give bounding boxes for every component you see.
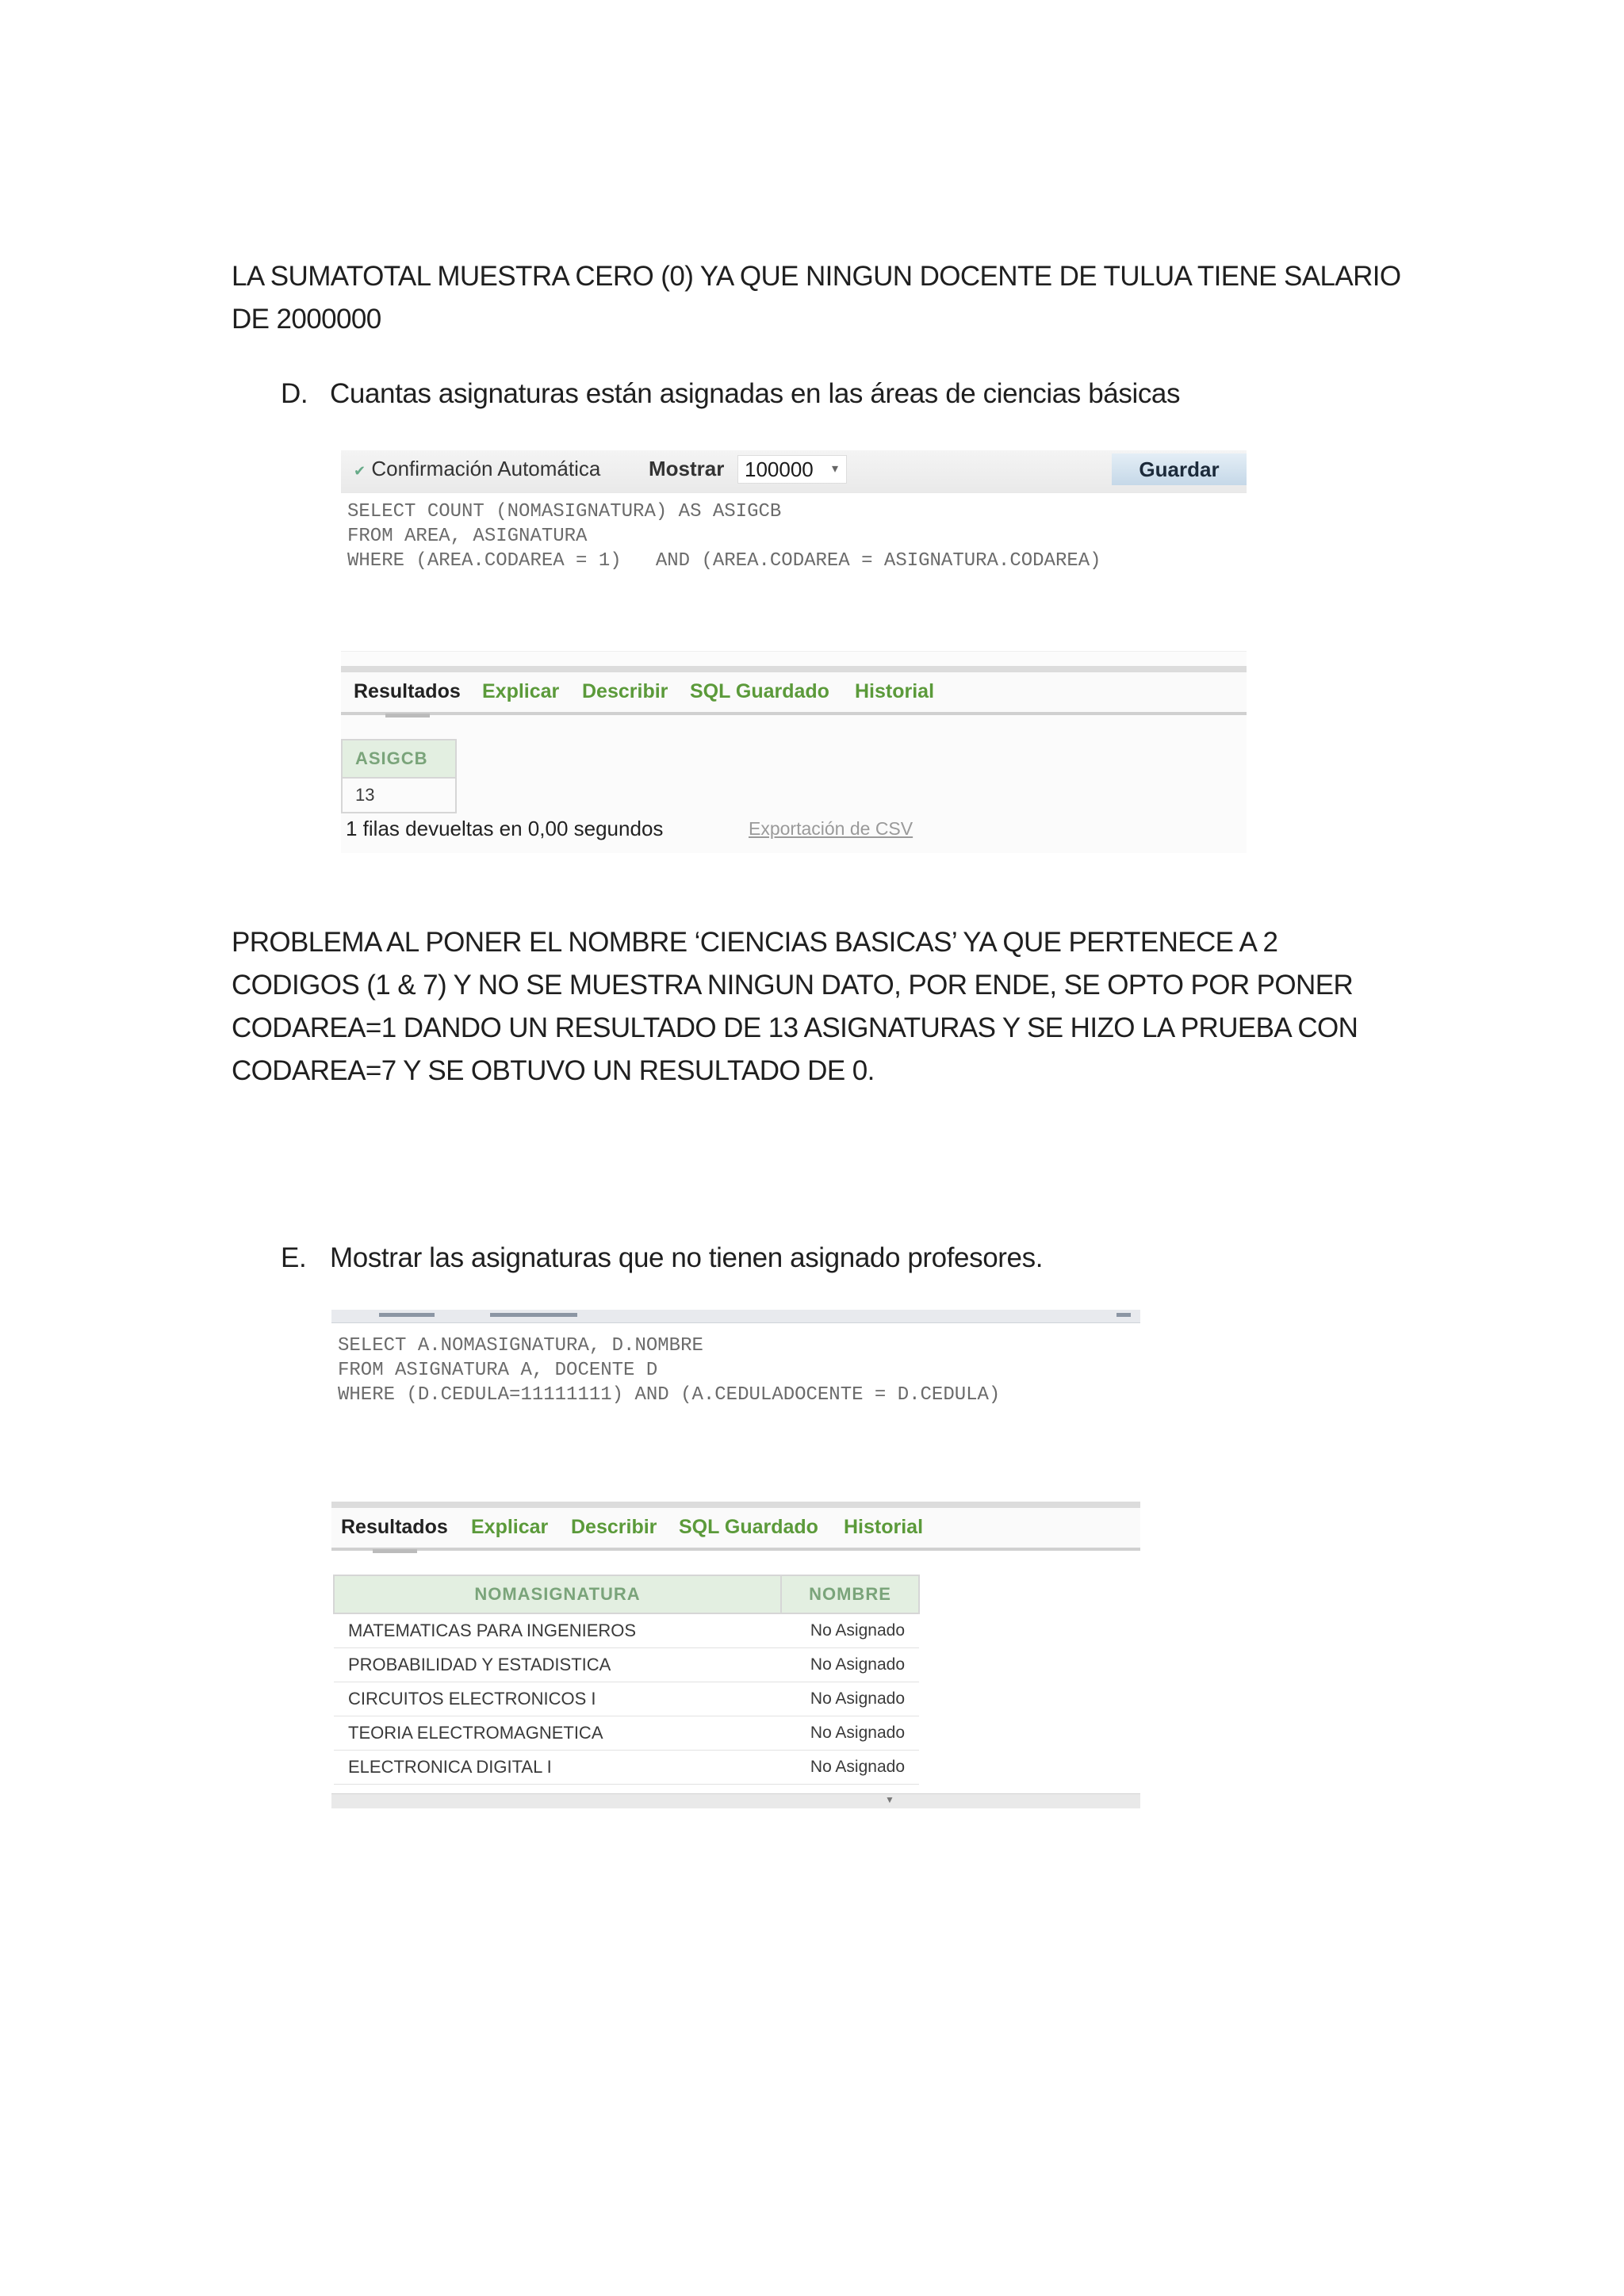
table-cell: No Asignado (781, 1682, 919, 1716)
toolbar-fragment (490, 1313, 577, 1317)
tab-historial[interactable]: Historial (855, 680, 935, 702)
table-row (334, 1682, 919, 1716)
rows-select[interactable] (737, 455, 847, 484)
table-row (334, 1751, 919, 1785)
results-table-unassigned (333, 1575, 920, 1785)
tab-describir[interactable]: Describir (582, 680, 668, 702)
table-row (334, 1716, 919, 1751)
table-cell: PROBABILIDAD Y ESTADISTICA (334, 1648, 781, 1682)
table-row (334, 1613, 919, 1648)
active-tab-indicator (385, 714, 430, 718)
rows-returned-message: 1 filas devueltas en 0,00 segundos (346, 817, 664, 840)
column-header-nomasignatura: NOMASIGNATURA (334, 1575, 781, 1613)
active-tab-indicator (373, 1549, 417, 1553)
table-cell: No Asignado (781, 1716, 919, 1751)
table-cell: No Asignado (781, 1751, 919, 1785)
csv-export-link[interactable]: Exportación de CSV (749, 818, 914, 839)
table-cell: MATEMATICAS PARA INGENIEROS (334, 1613, 781, 1648)
tab-explicar[interactable]: Explicar (482, 680, 560, 702)
tab-resultados[interactable]: Resultados (354, 680, 461, 702)
table-cell: 13 (342, 778, 456, 813)
list-item-e (281, 1237, 1391, 1280)
list-marker-d: D. (281, 378, 308, 409)
column-header-nombre: NOMBRE (781, 1575, 919, 1613)
tab-sql-guardado[interactable]: SQL Guardado (690, 680, 829, 702)
autocommit-toggle[interactable] (354, 457, 600, 481)
horizontal-scrollbar[interactable] (331, 1793, 1140, 1808)
check-icon: ✔ (354, 463, 366, 479)
chevron-down-icon: ▾ (831, 462, 838, 476)
table-cell: TEORIA ELECTROMAGNETICA (334, 1716, 781, 1751)
rows-select-value: 100000 (745, 457, 814, 481)
tab-resultados[interactable]: Resultados (341, 1516, 448, 1538)
show-label: Mostrar (649, 457, 725, 480)
autocommit-label: Confirmación Automática (371, 457, 601, 480)
toolbar-fragment (1116, 1313, 1131, 1317)
table-row (342, 778, 456, 813)
scroll-arrow-icon: ▼ (885, 1794, 894, 1805)
list-item-d (281, 373, 1391, 415)
tab-historial[interactable]: Historial (844, 1516, 924, 1538)
tab-explicar[interactable]: Explicar (471, 1516, 549, 1538)
sql-toolbar (341, 450, 1247, 494)
paragraph-problem-note: PROBLEMA AL PONER EL NOMBRE ‘CIENCIAS BASICAS’ YA QUE PERTENECE A 2 CODIGOS (1 & 7) Y NO SE MUESTRA NINGUN DATO, POR ENDE, SE OPTO POR PONER CODAREA=1 DANDO UN RESULTADO DE 13 ASIGNATURAS Y SE HIZO LA PRUEBA CON CODAREA=7 Y SE OBTUVO UN RESULTADO DE 0. (232, 927, 1358, 1086)
results-table-asigcb (341, 739, 457, 813)
table-cell: CIRCUITOS ELECTRONICOS I (334, 1682, 781, 1716)
list-text-e: Mostrar las asignaturas que no tienen asignado profesores. (330, 1242, 1044, 1273)
tab-sql-guardado[interactable]: SQL Guardado (679, 1516, 818, 1538)
toolbar-fragment (379, 1313, 435, 1317)
column-header: ASIGCB (342, 740, 456, 778)
table-cell: ELECTRONICA DIGITAL I (334, 1751, 781, 1785)
table-row (334, 1648, 919, 1682)
sql-editor[interactable]: SELECT COUNT (NOMASIGNATURA) AS ASIGCB FROM AREA, ASIGNATURA WHERE (AREA.CODAREA = 1) AND (AREA.CODAREA = ASIGNATURA.CODAREA) (341, 493, 1247, 652)
tab-describir[interactable]: Describir (571, 1516, 657, 1538)
sql-editor-2[interactable]: SELECT A.NOMASIGNATURA, D.NOMBRE FROM ASIGNATURA A, DOCENTE D WHERE (D.CEDULA=11111111) AND (A.CEDULADOCENTE = D.CEDULA) (331, 1324, 1140, 1498)
save-button[interactable]: Guardar (1112, 453, 1247, 485)
cropped-toolbar-strip (331, 1310, 1140, 1323)
paragraph-salary-note: LA SUMATOTAL MUESTRA CERO (0) YA QUE NINGUN DOCENTE DE TULUA TIENE SALARIO DE 2000000 (232, 261, 1401, 335)
list-text-d: Cuantas asignaturas están asignadas en las áreas de ciencias básicas (330, 378, 1181, 409)
table-cell: No Asignado (781, 1648, 919, 1682)
results-tabbar-2 (331, 1502, 1140, 1551)
results-tabbar (341, 666, 1247, 715)
list-marker-e: E. (281, 1242, 307, 1273)
table-cell: No Asignado (781, 1613, 919, 1648)
